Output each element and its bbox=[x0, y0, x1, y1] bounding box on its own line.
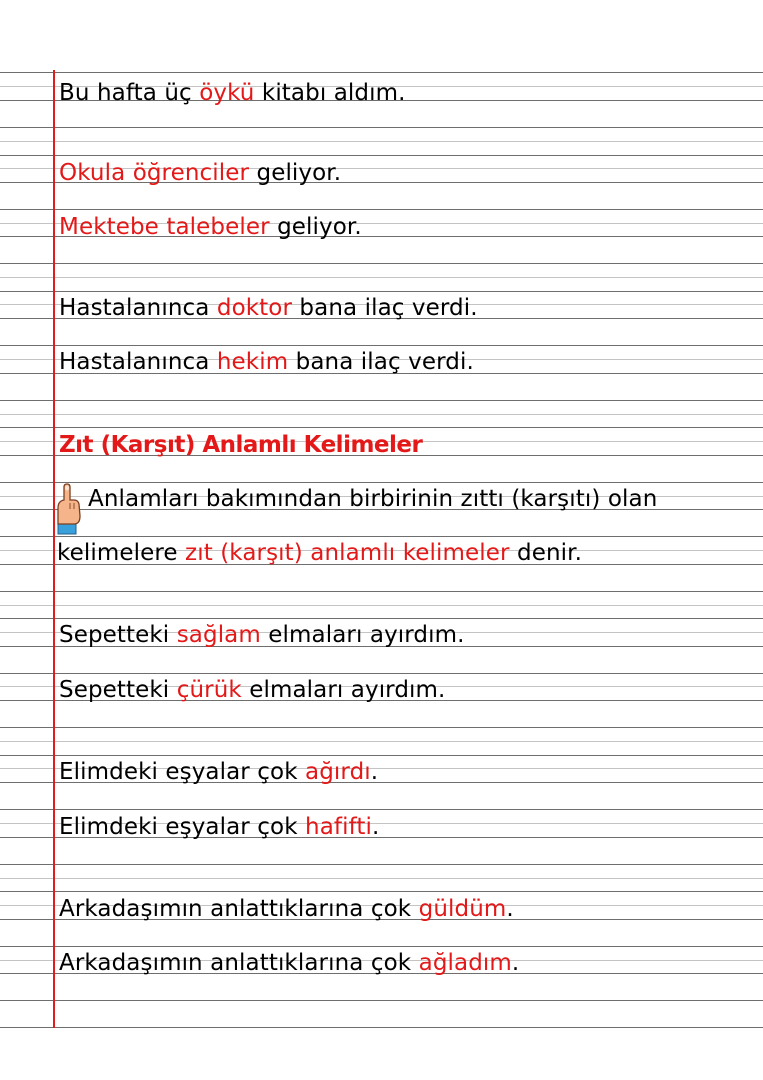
sentence-text: elmaları ayırdım. bbox=[241, 677, 446, 703]
sentence-text: Arkadaşımın anlattıklarına çok bbox=[59, 950, 419, 976]
sentence-text: Sepetteki bbox=[59, 677, 177, 703]
highlighted-word: çürük bbox=[176, 677, 242, 703]
ruled-line bbox=[0, 414, 763, 415]
ruled-line bbox=[0, 277, 763, 278]
sentence-text: . bbox=[370, 759, 379, 785]
sentence-line bbox=[59, 757, 378, 787]
highlighted-word: zıt (karşıt) anlamlı kelimeler bbox=[185, 540, 510, 566]
sentence-text: bana ilaç verdi. bbox=[292, 295, 478, 321]
pointing-hand-icon bbox=[55, 483, 85, 535]
highlighted-word: Mektebe talebeler bbox=[59, 214, 270, 240]
sentence-line bbox=[59, 812, 379, 842]
sentence-text: kitabı aldım. bbox=[254, 80, 406, 106]
sentence-text: bana ilaç verdi. bbox=[288, 349, 474, 375]
ruled-line bbox=[0, 618, 763, 619]
highlighted-word: hekim bbox=[216, 349, 289, 375]
ruled-line bbox=[0, 755, 763, 756]
ruled-line bbox=[0, 141, 763, 142]
ruled-line bbox=[0, 155, 763, 156]
highlighted-word: sağlam bbox=[176, 622, 261, 648]
ruled-line bbox=[0, 673, 763, 674]
sentence-line bbox=[59, 78, 406, 108]
ruled-line bbox=[0, 591, 763, 592]
sentence-text: . bbox=[511, 950, 520, 976]
ruled-line bbox=[0, 809, 763, 810]
highlighted-word: doktor bbox=[216, 295, 293, 321]
ruled-line bbox=[0, 127, 763, 128]
highlighted-word: ağladım bbox=[418, 950, 512, 976]
sentence-text: Hastalanınca bbox=[59, 295, 217, 321]
sentence-line bbox=[57, 538, 582, 568]
ruled-line bbox=[0, 345, 763, 346]
sentence-line bbox=[88, 484, 657, 514]
ruled-line bbox=[0, 427, 763, 428]
ruled-line bbox=[0, 864, 763, 865]
ruled-line bbox=[0, 878, 763, 879]
ruled-line bbox=[0, 72, 763, 73]
ruled-line bbox=[0, 605, 763, 606]
sentence-text: elmaları ayırdım. bbox=[260, 622, 465, 648]
sentence-line bbox=[59, 158, 341, 188]
highlighted-word: Okula öğrenciler bbox=[59, 160, 250, 186]
sentence-text: kelimelere bbox=[57, 540, 186, 566]
ruled-line bbox=[0, 741, 763, 742]
ruled-line bbox=[0, 1027, 763, 1028]
sentence-text: Bu hafta üç bbox=[59, 80, 200, 106]
sentence-line bbox=[59, 948, 519, 978]
ruled-line bbox=[0, 1000, 763, 1001]
sentence-text: geliyor. bbox=[269, 214, 362, 240]
ruled-line bbox=[0, 209, 763, 210]
sentence-text: Elimdeki eşyalar çok bbox=[59, 814, 306, 840]
ruled-line bbox=[0, 891, 763, 892]
ruled-line bbox=[0, 263, 763, 264]
sentence-text: geliyor. bbox=[249, 160, 342, 186]
ruled-line bbox=[0, 291, 763, 292]
sentence-text: . bbox=[372, 814, 380, 840]
sentence-text: Sepetteki bbox=[59, 622, 177, 648]
sentence-line bbox=[59, 347, 474, 377]
sentence-text: Hastalanınca bbox=[59, 349, 217, 375]
section-heading: Zıt (Karşıt) Anlamlı Kelimeler bbox=[59, 432, 423, 458]
sentence-line bbox=[59, 293, 478, 323]
ruled-line bbox=[0, 400, 763, 401]
sentence-line bbox=[59, 620, 465, 650]
sentence-text: Anlamları bakımından birbirinin zıttı (karşıtı) olan bbox=[88, 486, 658, 512]
sentence-line bbox=[59, 212, 362, 242]
highlighted-word: öykü bbox=[199, 80, 255, 106]
ruled-line bbox=[0, 946, 763, 947]
sentence-text: denir. bbox=[509, 540, 582, 566]
sentence-line bbox=[59, 675, 445, 705]
highlighted-word: ağırdı bbox=[305, 759, 371, 785]
ruled-line bbox=[0, 482, 763, 483]
ruled-line bbox=[0, 536, 763, 537]
highlighted-word: güldüm bbox=[418, 896, 507, 922]
ruled-line bbox=[0, 727, 763, 728]
sentence-text: Elimdeki eşyalar çok bbox=[59, 759, 306, 785]
margin-line bbox=[53, 70, 55, 1028]
sentence-line bbox=[59, 894, 514, 924]
highlighted-word: hafifti bbox=[305, 814, 372, 840]
sentence-text: Arkadaşımın anlattıklarına çok bbox=[59, 896, 419, 922]
sentence-text: . bbox=[506, 896, 514, 922]
